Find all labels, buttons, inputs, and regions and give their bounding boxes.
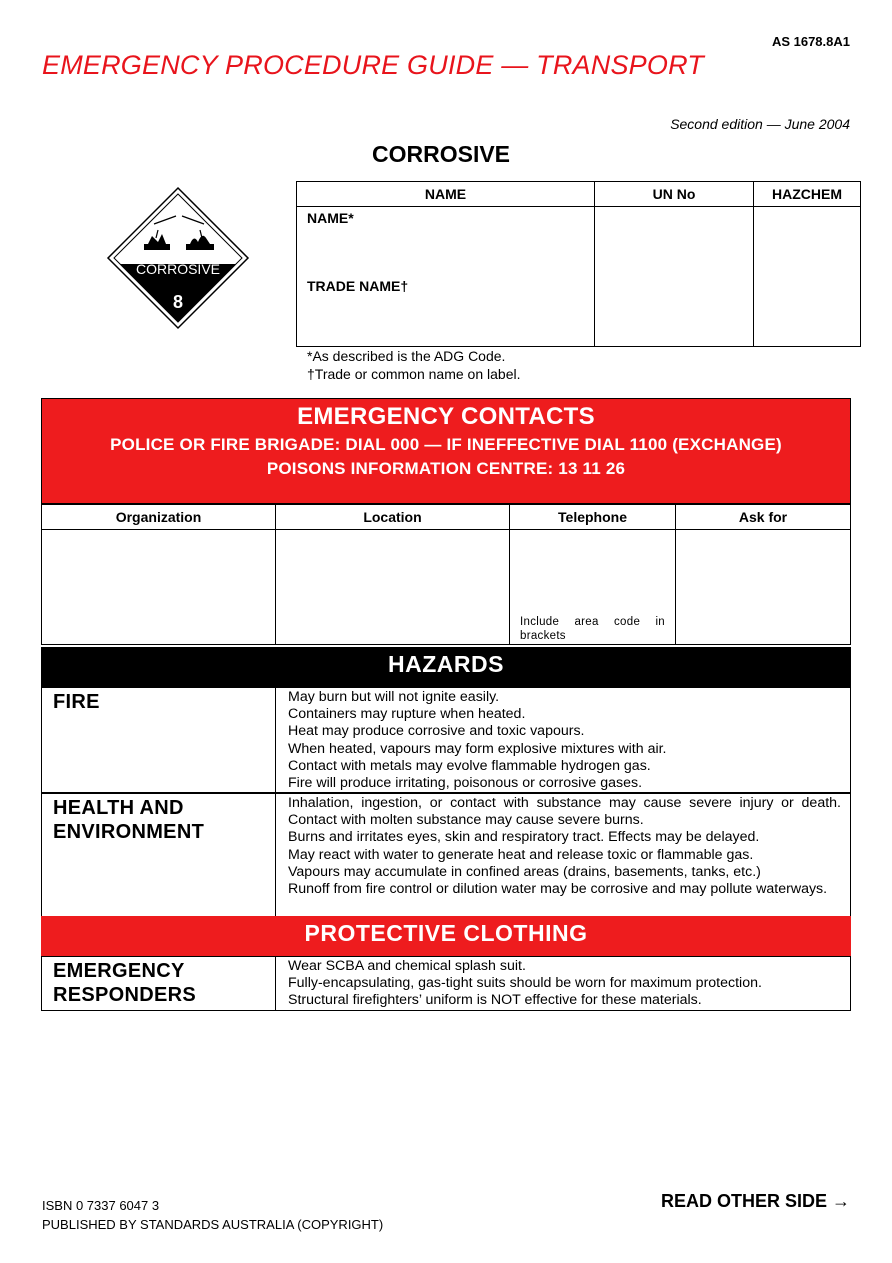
ask-for-cell[interactable]	[676, 530, 851, 645]
emergency-responders-label	[53, 959, 196, 1007]
fire-line: Fire will produce irritating, poisonous or corrosive gases.	[288, 775, 643, 792]
name-label: NAME*	[307, 210, 354, 226]
fire-row	[41, 687, 851, 793]
organization-header: Organization	[42, 505, 276, 530]
responders-line: Fully-encapsulating, gas-tight suits should be worn for maximum protection.	[288, 975, 762, 992]
health-text	[288, 795, 841, 898]
isbn-text: ISBN 0 7337 6047 3	[42, 1198, 160, 1213]
footnote-adg: *As described is the ADG Code.	[307, 348, 506, 364]
emergency-contacts-heading: EMERGENCY CONTACTS	[297, 403, 595, 430]
emergency-contacts-banner	[41, 398, 851, 504]
class-title: CORROSIVE	[372, 141, 511, 167]
trade-name-label: TRADE NAME†	[307, 278, 409, 294]
telephone-note: Include area code in brackets	[520, 616, 665, 642]
corrosive-pictogram-icon	[106, 186, 250, 330]
footnote-trade: †Trade or common name on label.	[307, 366, 521, 382]
fire-line: Containers may rupture when heated.	[288, 706, 526, 723]
location-header: Location	[276, 505, 510, 530]
edition-text: Second edition — June 2004	[670, 116, 850, 132]
protective-clothing-heading: PROTECTIVE CLOTHING	[41, 916, 851, 956]
un-no-header: UN No	[595, 182, 754, 207]
health-label-line2: ENVIRONMENT	[53, 821, 205, 843]
responders-label-line2: RESPONDERS	[53, 984, 197, 1006]
emergency-responders-row	[41, 956, 851, 1011]
responders-text	[288, 958, 841, 1010]
name-header: NAME	[297, 182, 595, 207]
footnotes	[307, 347, 520, 383]
corrosive-placard	[106, 186, 250, 330]
poisons-line: POISONS INFORMATION CENTRE: 13 11 26	[266, 459, 626, 478]
publisher-text: PUBLISHED BY STANDARDS AUSTRALIA (COPYRIGHT)	[42, 1217, 384, 1232]
health-line: Inhalation, ingestion, or contact with substance may cause severe injury or death. Contact with molten substance may cause severe burns.	[288, 795, 841, 829]
guide-title: EMERGENCY PROCEDURE GUIDE — TRANSPORT	[42, 50, 704, 80]
police-fire-line: POLICE OR FIRE BRIGADE: DIAL 000 — IF INEFFECTIVE DIAL 1100 (EXCHANGE)	[110, 435, 782, 454]
hazards-heading: HAZARDS	[41, 647, 851, 687]
health-line: May react with water to generate heat and release toxic or flammable gas.	[288, 846, 754, 863]
fire-line: When heated, vapours may form explosive mixtures with air.	[288, 740, 667, 757]
fire-line: Heat may produce corrosive and toxic vapours.	[288, 723, 585, 740]
fire-label: FIRE	[53, 691, 100, 713]
responders-line: Structural firefighters’ uniform is NOT effective for these materials.	[288, 992, 702, 1009]
fire-line: May burn but will not ignite easily.	[288, 689, 500, 705]
health-label-line1: HEALTH AND	[53, 797, 184, 819]
responders-label-line1: EMERGENCY	[53, 960, 185, 982]
hazchem-header: HAZCHEM	[754, 182, 861, 207]
un-no-cell[interactable]	[595, 207, 754, 347]
name-cell[interactable]	[297, 207, 595, 347]
telephone-cell[interactable]	[510, 530, 676, 645]
organization-cell[interactable]	[42, 530, 276, 645]
hazchem-cell[interactable]	[754, 207, 861, 347]
read-other-side-link[interactable]: READ OTHER SIDE →	[660, 1191, 850, 1211]
ask-for-header: Ask for	[676, 505, 851, 530]
placard-class-number: 8	[172, 292, 184, 312]
standard-code: AS 1678.8A1	[771, 34, 850, 49]
publication-info	[42, 1196, 383, 1234]
responders-line: Wear SCBA and chemical splash suit.	[288, 958, 526, 974]
health-environment-label	[53, 796, 204, 844]
fire-line: Contact with metals may evolve flammable hydrogen gas.	[288, 757, 651, 774]
telephone-header: Telephone	[510, 505, 676, 530]
name-table	[296, 181, 861, 347]
placard-label: CORROSIVE	[135, 261, 221, 277]
health-line: Burns and irritates eyes, skin and respiratory tract. Effects may be delayed.	[288, 829, 760, 846]
contacts-table	[41, 504, 851, 645]
fire-text	[288, 689, 841, 792]
health-line: Vapours may accumulate in confined areas (drains, basements, tanks, etc.)	[288, 863, 761, 880]
health-environment-row	[41, 793, 851, 917]
health-line: Runoff from fire control or dilution water may be corrosive and may pollute waterways.	[288, 881, 828, 898]
location-cell[interactable]	[276, 530, 510, 645]
